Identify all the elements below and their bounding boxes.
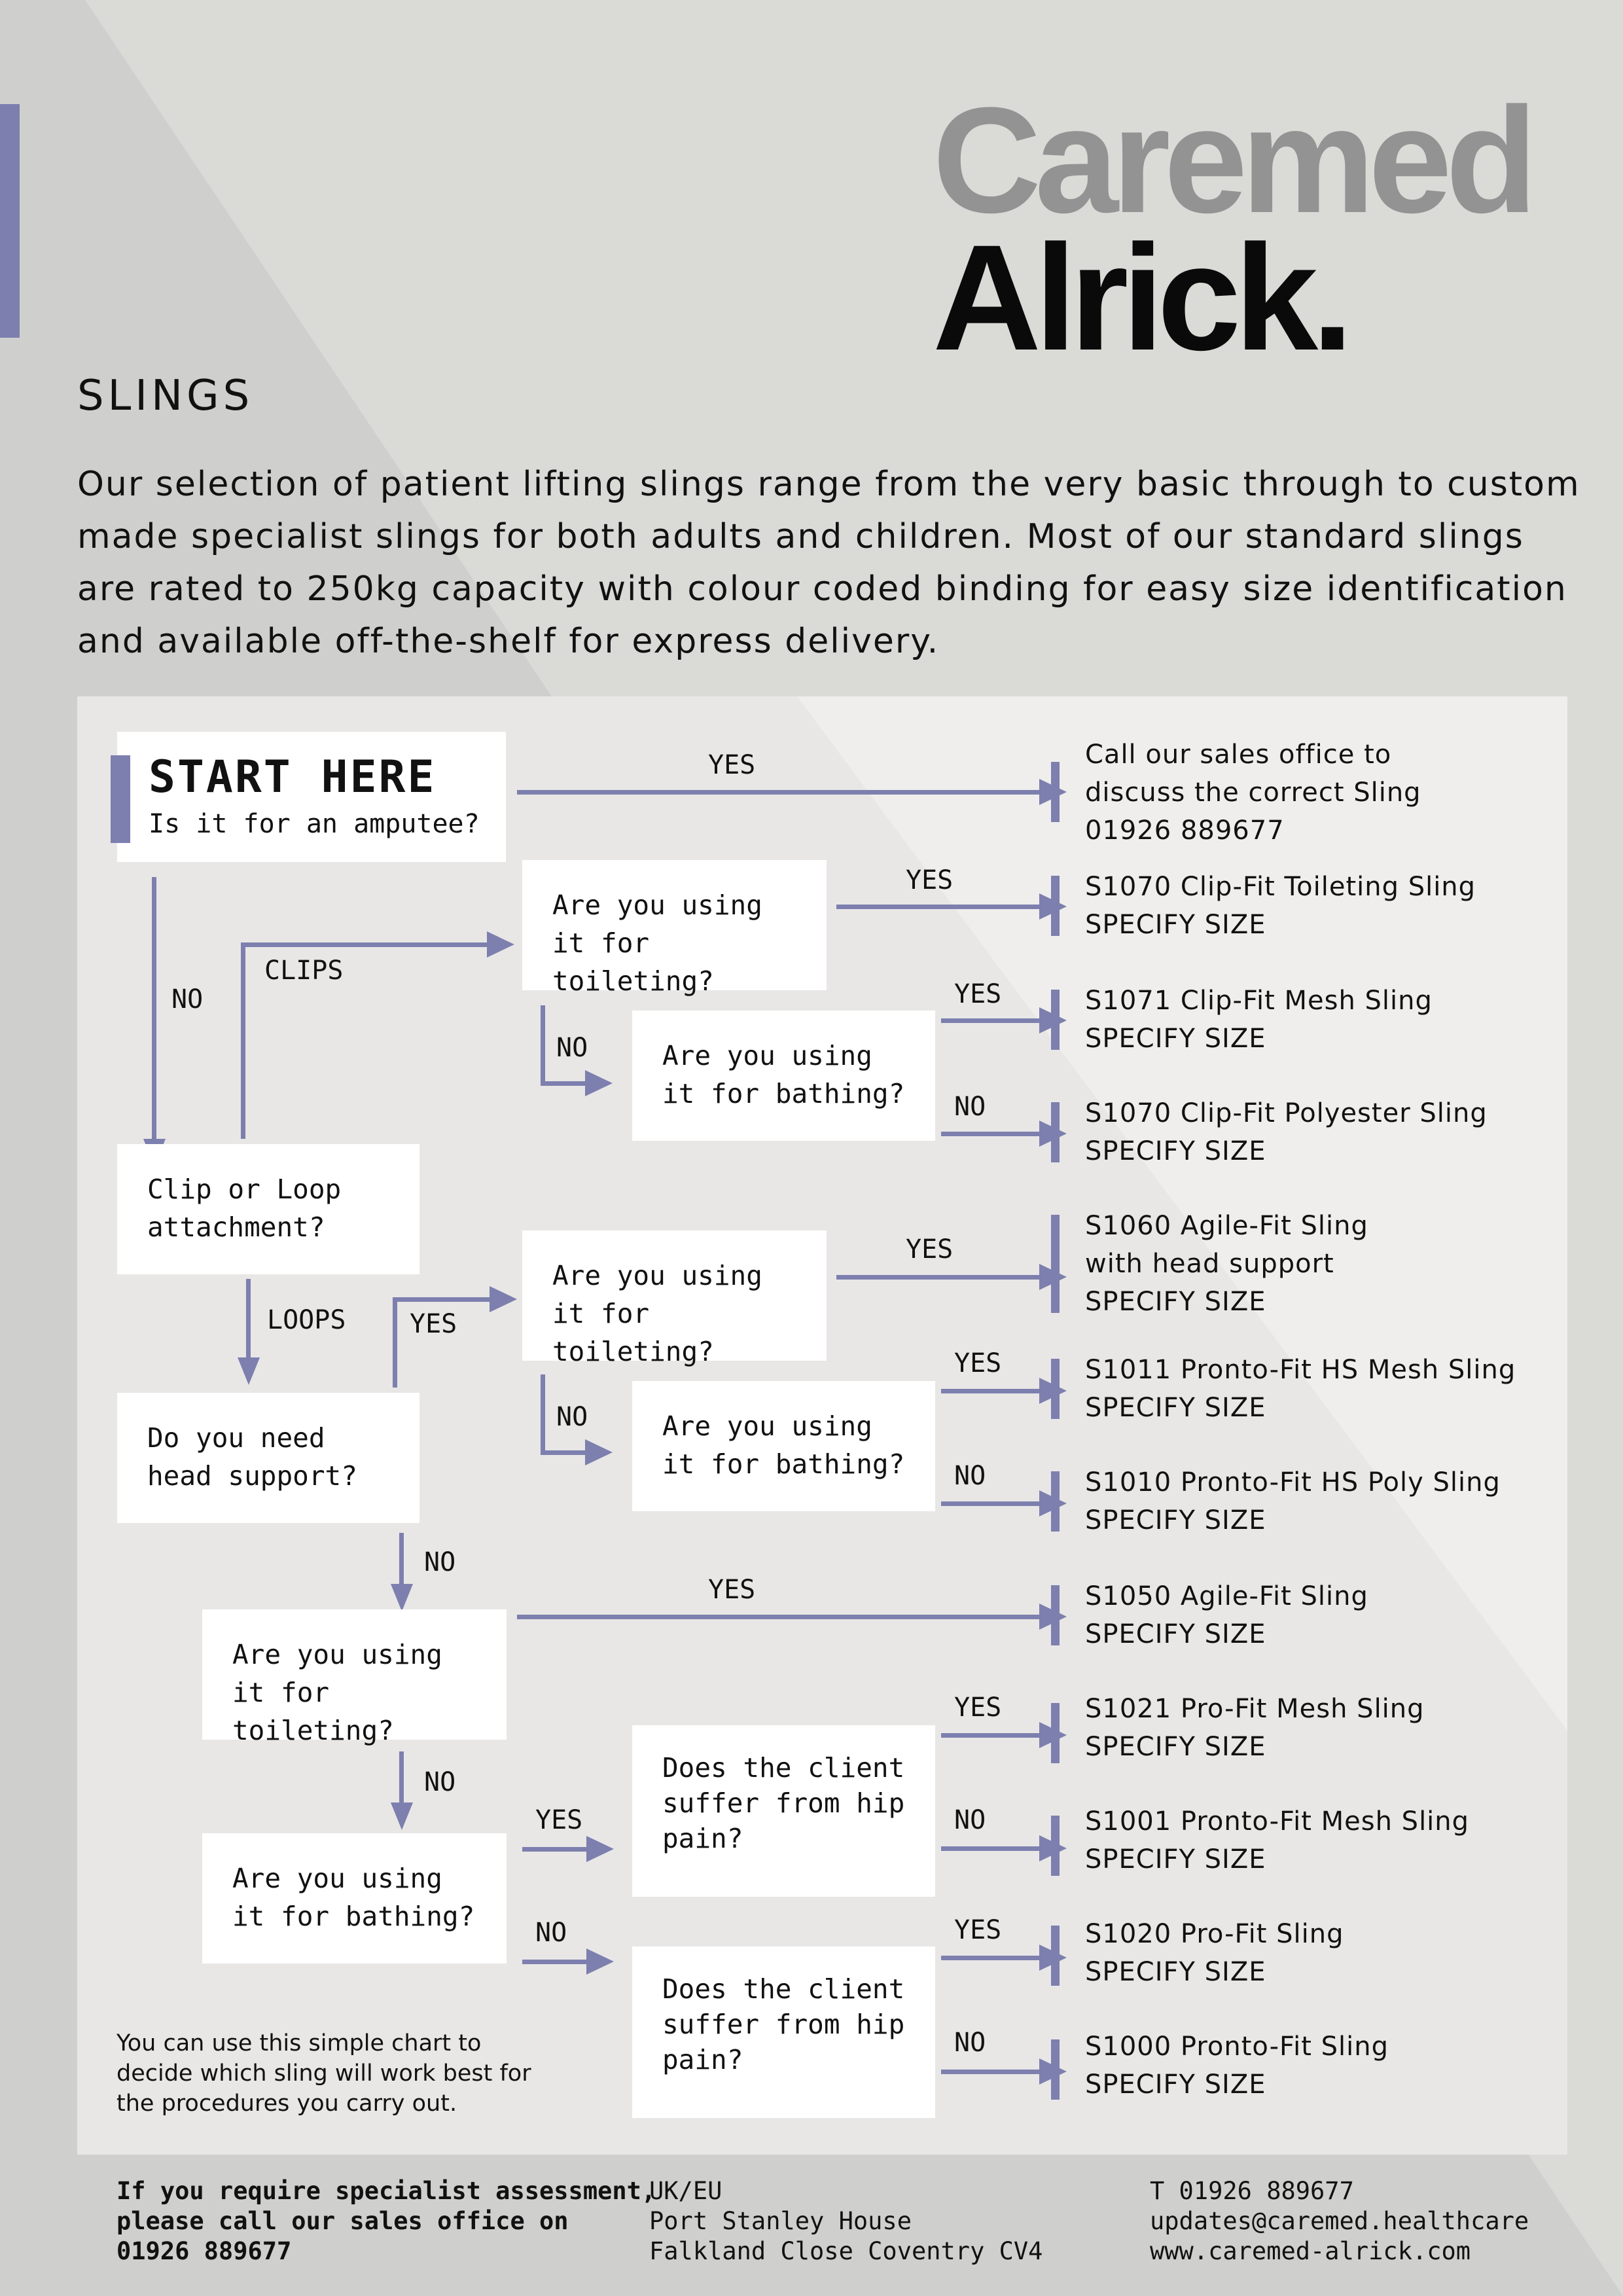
label-yes: YES bbox=[954, 1348, 1002, 1378]
question-text: Are you using bbox=[662, 1040, 872, 1071]
result-s1071-mesh bbox=[1085, 982, 1433, 1058]
result-product: S1000 Pronto-Fit Sling bbox=[1085, 2032, 1389, 2062]
logo-alrick: Alrick. bbox=[933, 213, 1347, 382]
question-text: it for toileting? bbox=[552, 927, 714, 997]
result-call-sales bbox=[1085, 736, 1421, 850]
result-marker bbox=[1051, 1816, 1060, 1876]
label-no: NO bbox=[954, 2028, 986, 2058]
connector bbox=[241, 942, 490, 947]
result-size: SPECIFY SIZE bbox=[1085, 1619, 1266, 1649]
question-text: pain? bbox=[662, 1823, 743, 1854]
question-text: pain? bbox=[662, 2044, 743, 2075]
result-s1001-pronto-mesh bbox=[1085, 1803, 1469, 1878]
result-product: S1020 Pro-Fit Sling bbox=[1085, 1919, 1344, 1949]
result-size: SPECIFY SIZE bbox=[1085, 1732, 1266, 1762]
result-s1060-agile-hs bbox=[1085, 1207, 1368, 1321]
start-question: Is it for an amputee? bbox=[149, 809, 480, 839]
result-product: S1070 Clip-Fit Toileting Sling bbox=[1085, 872, 1476, 902]
connector bbox=[517, 1615, 1041, 1619]
arrow-down-icon bbox=[391, 1584, 413, 1611]
question-text: suffer from hip bbox=[662, 2009, 905, 2040]
connector bbox=[522, 1960, 588, 1964]
connector bbox=[522, 1847, 588, 1852]
footer-line: Falkland Close Coventry CV4 bbox=[649, 2237, 1043, 2265]
hip-pain-box-no bbox=[632, 1946, 935, 2118]
result-s1020-pro bbox=[1085, 1915, 1344, 1991]
connector bbox=[941, 1132, 1041, 1136]
result-size: SPECIFY SIZE bbox=[1085, 1136, 1266, 1166]
result-marker bbox=[1051, 2039, 1060, 2100]
label-no: NO bbox=[954, 1805, 986, 1835]
result-line: Call our sales office to bbox=[1085, 740, 1392, 770]
result-product: S1011 Pronto-Fit HS Mesh Sling bbox=[1085, 1355, 1516, 1385]
label-yes: YES bbox=[954, 1915, 1002, 1945]
clip-or-loop-box bbox=[117, 1144, 419, 1274]
result-marker bbox=[1051, 1102, 1060, 1162]
connector bbox=[393, 1297, 491, 1302]
arrow-right-icon bbox=[487, 931, 514, 958]
label-yes: YES bbox=[906, 865, 954, 895]
arrow-right-icon bbox=[490, 1286, 517, 1312]
footer-email-link[interactable]: updates@caremed.healthcare bbox=[1150, 2207, 1529, 2235]
label-no: NO bbox=[556, 1033, 588, 1063]
result-product: S1070 Clip-Fit Polyester Sling bbox=[1085, 1098, 1488, 1128]
connector bbox=[541, 1005, 545, 1085]
question-text: suffer from hip bbox=[662, 1787, 905, 1819]
result-s1050-agile bbox=[1085, 1577, 1368, 1653]
question-text: it for bathing? bbox=[232, 1901, 475, 1932]
result-s1070-toileting bbox=[1085, 868, 1476, 944]
result-phone: 01926 889677 bbox=[1085, 816, 1285, 846]
arrow-down-icon bbox=[391, 1803, 413, 1830]
connector bbox=[152, 877, 156, 1139]
connector bbox=[399, 1533, 404, 1585]
result-size: SPECIFY SIZE bbox=[1085, 1957, 1266, 1987]
arrow-down-icon bbox=[238, 1357, 260, 1385]
result-product: S1021 Pro-Fit Mesh Sling bbox=[1085, 1694, 1425, 1724]
connector bbox=[541, 1374, 545, 1454]
footer-line: Port Stanley House bbox=[649, 2207, 912, 2235]
result-s1070-polyester bbox=[1085, 1094, 1488, 1170]
question-text: it for toileting? bbox=[232, 1677, 394, 1746]
result-product: S1060 Agile-Fit Sling bbox=[1085, 1211, 1368, 1241]
result-s1021-pro-mesh bbox=[1085, 1690, 1425, 1766]
footer-contact bbox=[1150, 2176, 1529, 2267]
intro-paragraph: Our selection of patient lifting slings range from the very basic through to custom made specialist slings for both adults and children. Most of our standard slings are rated to 250kg capacity with colour coded binding for easy size identification and available off-the-shelf for express delivery. bbox=[77, 465, 1580, 661]
connector bbox=[541, 1450, 586, 1455]
connector bbox=[941, 1501, 1041, 1506]
clips-toileting-box bbox=[522, 860, 827, 997]
connector bbox=[941, 1733, 1041, 1738]
head-support-box bbox=[117, 1393, 419, 1523]
result-s1010-hs-poly bbox=[1085, 1463, 1501, 1539]
question-text: Does the client bbox=[662, 1973, 905, 2005]
loops-toileting-box bbox=[522, 1230, 827, 1367]
result-line: discuss the correct Sling bbox=[1085, 778, 1421, 808]
result-size: SPECIFY SIZE bbox=[1085, 1505, 1266, 1535]
question-text: head support? bbox=[147, 1460, 357, 1492]
result-s1000-pronto bbox=[1085, 2028, 1389, 2104]
connector bbox=[541, 1081, 586, 1086]
connector bbox=[517, 790, 1041, 795]
label-no: NO bbox=[424, 1767, 456, 1797]
result-s1011-hs-mesh bbox=[1085, 1351, 1516, 1427]
label-yes: YES bbox=[906, 1234, 954, 1265]
result-marker bbox=[1051, 1215, 1060, 1313]
start-accent bbox=[111, 755, 130, 843]
question-text: Are you using bbox=[662, 1410, 872, 1442]
label-clips: CLIPS bbox=[264, 956, 344, 986]
nohs-toileting-box bbox=[202, 1609, 507, 1746]
flowchart-panel bbox=[77, 696, 1567, 2155]
connector bbox=[941, 1018, 1041, 1023]
result-size: SPECIFY SIZE bbox=[1085, 1393, 1266, 1423]
result-size: SPECIFY SIZE bbox=[1085, 2070, 1266, 2100]
question-text: Do you need bbox=[147, 1422, 325, 1454]
question-text: Are you using bbox=[552, 889, 762, 921]
brand-logo bbox=[933, 76, 1531, 382]
label-yes: YES bbox=[954, 979, 1002, 1009]
result-marker bbox=[1051, 1359, 1060, 1419]
chart-note bbox=[116, 2028, 614, 2119]
connector bbox=[941, 1389, 1041, 1393]
result-product: S1010 Pronto-Fit HS Poly Sling bbox=[1085, 1467, 1501, 1498]
note-line: You can use this simple chart to bbox=[116, 2030, 482, 2056]
question-text: attachment? bbox=[147, 1211, 325, 1243]
hip-pain-box-yes bbox=[632, 1725, 935, 1897]
arrow-right-icon bbox=[586, 1836, 614, 1862]
label-no: NO bbox=[954, 1461, 986, 1491]
footer-phone: 01926 889677 bbox=[116, 2237, 292, 2265]
connector bbox=[399, 1751, 404, 1804]
result-size: SPECIFY SIZE bbox=[1085, 1287, 1266, 1317]
connector bbox=[246, 1279, 251, 1357]
result-size: SPECIFY SIZE bbox=[1085, 910, 1266, 940]
connector bbox=[941, 2070, 1041, 2074]
connector bbox=[941, 1956, 1041, 1960]
result-marker bbox=[1051, 1471, 1060, 1532]
label-no: NO bbox=[171, 984, 204, 1014]
accent-bar bbox=[0, 104, 20, 338]
footer-address bbox=[649, 2176, 1043, 2267]
result-product: S1071 Clip-Fit Mesh Sling bbox=[1085, 986, 1433, 1016]
connector bbox=[241, 942, 245, 1139]
question-text: Are you using bbox=[232, 1639, 442, 1670]
question-text: it for bathing? bbox=[662, 1078, 905, 1109]
arrow-right-icon bbox=[585, 1070, 613, 1096]
connector bbox=[393, 1297, 397, 1388]
result-size: SPECIFY SIZE bbox=[1085, 1844, 1266, 1874]
result-marker bbox=[1051, 762, 1060, 822]
clips-bathing-box bbox=[632, 1011, 935, 1141]
result-line: with head support bbox=[1085, 1249, 1334, 1279]
label-no: NO bbox=[424, 1547, 456, 1577]
footer-assessment bbox=[116, 2176, 656, 2267]
footer-region: UK/EU bbox=[649, 2177, 722, 2205]
start-title: START HERE bbox=[149, 751, 437, 803]
connector bbox=[941, 1846, 1041, 1851]
question-text: Clip or Loop bbox=[147, 1174, 342, 1205]
label-no: NO bbox=[535, 1918, 567, 1948]
result-size: SPECIFY SIZE bbox=[1085, 1024, 1266, 1054]
label-no: NO bbox=[556, 1402, 588, 1432]
label-yes: YES bbox=[708, 750, 756, 780]
question-text: Are you using bbox=[552, 1260, 762, 1291]
result-marker bbox=[1051, 990, 1060, 1050]
arrow-right-icon bbox=[586, 1948, 614, 1975]
footer-website-link[interactable]: www.caremed-alrick.com bbox=[1150, 2237, 1471, 2265]
label-yes: YES bbox=[954, 1693, 1002, 1723]
result-product: S1001 Pronto-Fit Mesh Sling bbox=[1085, 1806, 1470, 1837]
loops-bathing-box bbox=[632, 1381, 935, 1511]
connector bbox=[836, 1275, 1041, 1280]
label-no: NO bbox=[954, 1092, 986, 1122]
result-marker bbox=[1051, 1703, 1060, 1763]
footer-line: If you require specialist assessment, bbox=[116, 2177, 656, 2205]
logo-caremed: Caremed bbox=[933, 76, 1531, 244]
question-text: Are you using bbox=[232, 1863, 442, 1894]
result-marker bbox=[1051, 876, 1060, 936]
question-text: Does the client bbox=[662, 1752, 905, 1784]
label-loops: LOOPS bbox=[267, 1305, 346, 1335]
result-marker bbox=[1051, 1585, 1060, 1645]
connector bbox=[836, 905, 1041, 909]
result-marker bbox=[1051, 1926, 1060, 1986]
section-title: SLINGS bbox=[77, 372, 254, 420]
footer-line: please call our sales office on bbox=[116, 2207, 569, 2235]
note-line: decide which sling will work best for bbox=[116, 2060, 531, 2087]
result-product: S1050 Agile-Fit Sling bbox=[1085, 1581, 1368, 1611]
note-line: the procedures you carry out. bbox=[116, 2090, 457, 2117]
question-text: it for toileting? bbox=[552, 1298, 714, 1367]
label-yes: YES bbox=[708, 1575, 756, 1605]
label-yes: YES bbox=[410, 1309, 457, 1339]
arrow-right-icon bbox=[585, 1439, 613, 1465]
footer-phone: T 01926 889677 bbox=[1150, 2177, 1354, 2205]
label-yes: YES bbox=[535, 1805, 583, 1835]
start-box bbox=[117, 732, 506, 862]
nohs-bathing-box bbox=[202, 1833, 507, 1964]
question-text: it for bathing? bbox=[662, 1448, 905, 1480]
